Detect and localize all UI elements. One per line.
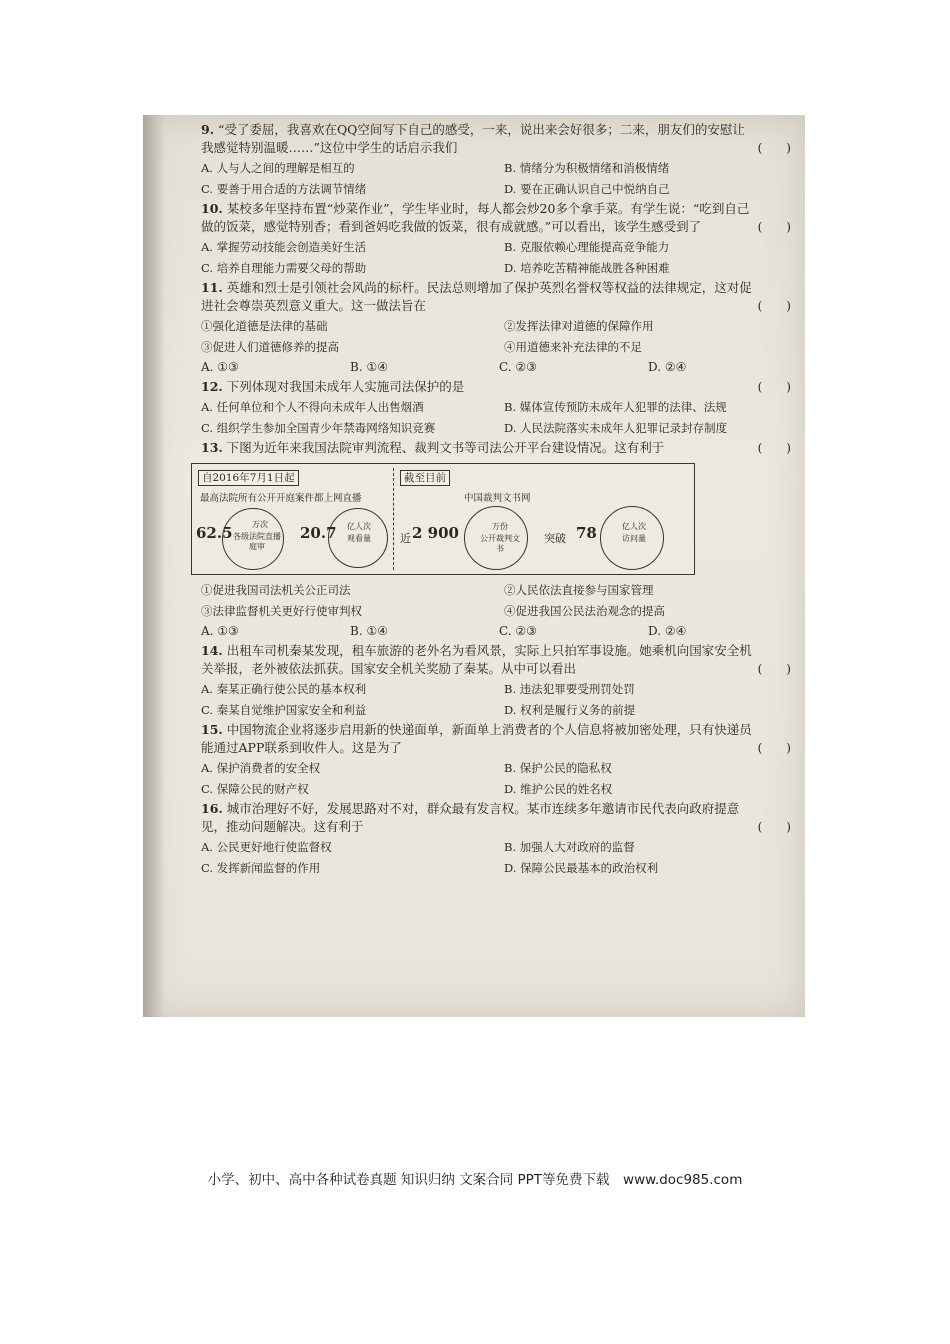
question-stem: 出租车司机秦某发现，租车旅游的老外名为看风景，实际上只拍军事设施。她乘机向国家安全机关举报，老外被依法抓获。国家安全机关奖励了秦某。从中可以看出 [201, 643, 752, 676]
question-stem: 中国物流企业将逐步启用新的快递面单，新面单上消费者的个人信息将被加密处理，只有快递员能通过APP联系到收件人。这是为了 [201, 722, 752, 755]
options [201, 680, 797, 719]
answer-bracket: ( ) [757, 441, 791, 455]
right-caption: 中国裁判文书网 [464, 493, 531, 504]
question-number: 10. [201, 201, 223, 216]
option-b: B. 克服依赖心理能提高竞争能力 [504, 240, 670, 254]
question-stem: 某校多年坚持布置“炒菜作业”，学生毕业时，每人都会炒20多个拿手菜。有学生说：“吃到自己做的饭菜，感觉特别香；看到爸妈吃我做的饭菜，很有成就感。”可以看出，该学生感受到了 [201, 201, 750, 234]
options [201, 398, 797, 437]
stat3-value: 2 900 [412, 524, 459, 542]
option-c: C. 组织学生参加全国青少年禁毒网络知识竞赛 [201, 421, 436, 435]
question-stem: “受了委屈，我喜欢在QQ空间写下自己的感受，一来，说出来会好很多；二来，朋友们的安慰让我感觉特别温暖……”这位中学生的话启示我们 [201, 122, 745, 155]
choices [201, 358, 797, 376]
stat1-unit: 万次 [252, 520, 268, 529]
choice-a: A. ①③ [201, 624, 239, 638]
stat4-value: 78 [576, 524, 597, 542]
option-b: B. 加强人大对政府的监督 [504, 840, 635, 854]
option-d: D. 人民法院落实未成年人犯罪记录封存制度 [504, 421, 728, 435]
statement-1: ①促进我国司法机关公正司法 [201, 583, 351, 597]
stat1-desc: 各级法院直播庭审 [233, 532, 281, 551]
question-stem: 下图为近年来我国法院审判流程、裁判文书等司法公开平台建设情况。这有利于 [226, 440, 665, 455]
figure-left-panel [192, 464, 392, 574]
option-a: A. 保护消费者的安全权 [201, 761, 321, 775]
option-c: C. 发挥新闻监督的作用 [201, 861, 321, 875]
option-c: C. 要善于用合适的方法调节情绪 [201, 182, 367, 196]
question-number: 15. [201, 722, 223, 737]
question-number: 12. [201, 379, 223, 394]
stat2-unit: 亿人次 [347, 522, 371, 531]
stat3-unit: 万份 [492, 522, 508, 531]
options [201, 159, 797, 198]
statement-4: ④用道德来补充法律的不足 [504, 340, 642, 354]
options [201, 838, 797, 877]
stat4-unit: 亿人次 [622, 522, 646, 531]
footer-watermark-text: 小学、初中、高中各种试卷真题 知识归纳 文案合同 PPT等免费下载 www.doc985.com [207, 1172, 743, 1188]
choice-c: C. ②③ [499, 360, 537, 374]
choice-d: D. ②④ [648, 360, 687, 374]
figure-right-panel [394, 464, 692, 574]
option-b: B. 保护公民的隐私权 [504, 761, 612, 775]
answer-bracket: ( ) [757, 380, 791, 394]
statement-2: ②人民依法直接参与国家管理 [504, 583, 654, 597]
stat4-prefix: 突破 [544, 532, 566, 545]
stat4-desc: 访问量 [622, 534, 646, 543]
option-a: A. 人与人之间的理解是相互的 [201, 161, 355, 175]
question-number: 9. [201, 122, 215, 137]
answer-bracket: ( ) [757, 220, 791, 234]
question-stem: 下列体现对我国未成年人实施司法保护的是 [226, 379, 465, 394]
option-b: B. 媒体宣传预防未成年人犯罪的法律、法规 [504, 400, 727, 414]
question-number: 13. [201, 440, 223, 455]
answer-bracket: ( ) [757, 141, 791, 155]
answer-bracket: ( ) [757, 662, 791, 676]
question-number: 11. [201, 280, 223, 295]
question-stem: 英雄和烈士是引领社会风尚的标杆。民法总则增加了保护英烈名誉权等权益的法律规定，这对促进社会尊崇英烈意义重大。这一做法旨在 [201, 280, 752, 313]
exam-content [196, 121, 797, 879]
question-number: 16. [201, 801, 223, 816]
question-stem: 城市治理好不好，发展思路对不对，群众最有发言权。某市连续多年邀请市民代表向政府提意见，推动问题解决。这有利于 [201, 801, 740, 834]
choice-c: C. ②③ [499, 624, 537, 638]
question-10 [201, 200, 797, 277]
statement-3: ③促进人们道德修养的提高 [201, 340, 339, 354]
scanned-exam-photo [143, 115, 805, 1017]
stat2-desc: 观看量 [347, 534, 371, 543]
question-14 [201, 642, 797, 719]
option-b: B. 情绪分为积极情绪和消极情绪 [504, 161, 670, 175]
options [201, 759, 797, 798]
as-of-tag: 截至目前 [400, 470, 450, 486]
statement-3: ③法律监督机关更好行使审判权 [201, 604, 362, 618]
question-11 [201, 279, 797, 376]
question-15 [201, 721, 797, 798]
statements [201, 581, 797, 620]
answer-bracket: ( ) [757, 299, 791, 313]
option-c: C. 培养自理能力需要父母的帮助 [201, 261, 367, 275]
option-d: D. 要在正确认识自己中悦纳自己 [504, 182, 670, 196]
option-d: D. 保障公民最基本的政治权利 [504, 861, 659, 875]
answer-bracket: ( ) [757, 820, 791, 834]
option-c: C. 秦某自觉维护国家安全和利益 [201, 703, 367, 717]
page-edge-shadow [143, 115, 165, 1017]
answer-bracket: ( ) [757, 741, 791, 755]
option-a: A. 任何单位和个人不得向未成年人出售烟酒 [201, 400, 424, 414]
statement-4: ④促进我国公民法治观念的提高 [504, 604, 665, 618]
stat3-prefix: 近 [400, 532, 411, 545]
option-a: A. 掌握劳动技能会创造美好生活 [201, 240, 367, 254]
statement-2: ②发挥法律对道德的保障作用 [504, 319, 654, 333]
option-d: D. 培养吃苦精神能战胜各种困难 [504, 261, 670, 275]
question-12 [201, 378, 797, 437]
options [201, 238, 797, 277]
question-16 [201, 800, 797, 877]
stat2-value: 20.7 [300, 524, 337, 542]
option-d: D. 权利是履行义务的前提 [504, 703, 636, 717]
statement-1: ①强化道德是法律的基础 [201, 319, 328, 333]
option-b: B. 违法犯罪要受刑罚处罚 [504, 682, 635, 696]
option-a: A. 公民更好地行使监督权 [201, 840, 332, 854]
option-d: D. 维护公民的姓名权 [504, 782, 613, 796]
question-9 [201, 121, 797, 198]
choice-d: D. ②④ [648, 624, 687, 638]
option-c: C. 保障公民的财产权 [201, 782, 309, 796]
judicial-openness-figure [191, 463, 695, 575]
statements [201, 317, 797, 356]
date-tag: 自2016年7月1日起 [198, 470, 299, 486]
option-a: A. 秦某正确行使公民的基本权利 [201, 682, 367, 696]
stat3-desc: 公开裁判文书 [480, 534, 520, 553]
stat1-value: 62.5 [196, 524, 233, 542]
choice-b: B. ①④ [350, 360, 388, 374]
left-caption: 最高法院所有公开开庭案件都上网直播 [200, 493, 362, 504]
choice-b: B. ①④ [350, 624, 388, 638]
question-13 [196, 439, 797, 640]
question-number: 14. [201, 643, 223, 658]
choice-a: A. ①③ [201, 360, 239, 374]
choices [201, 622, 797, 640]
